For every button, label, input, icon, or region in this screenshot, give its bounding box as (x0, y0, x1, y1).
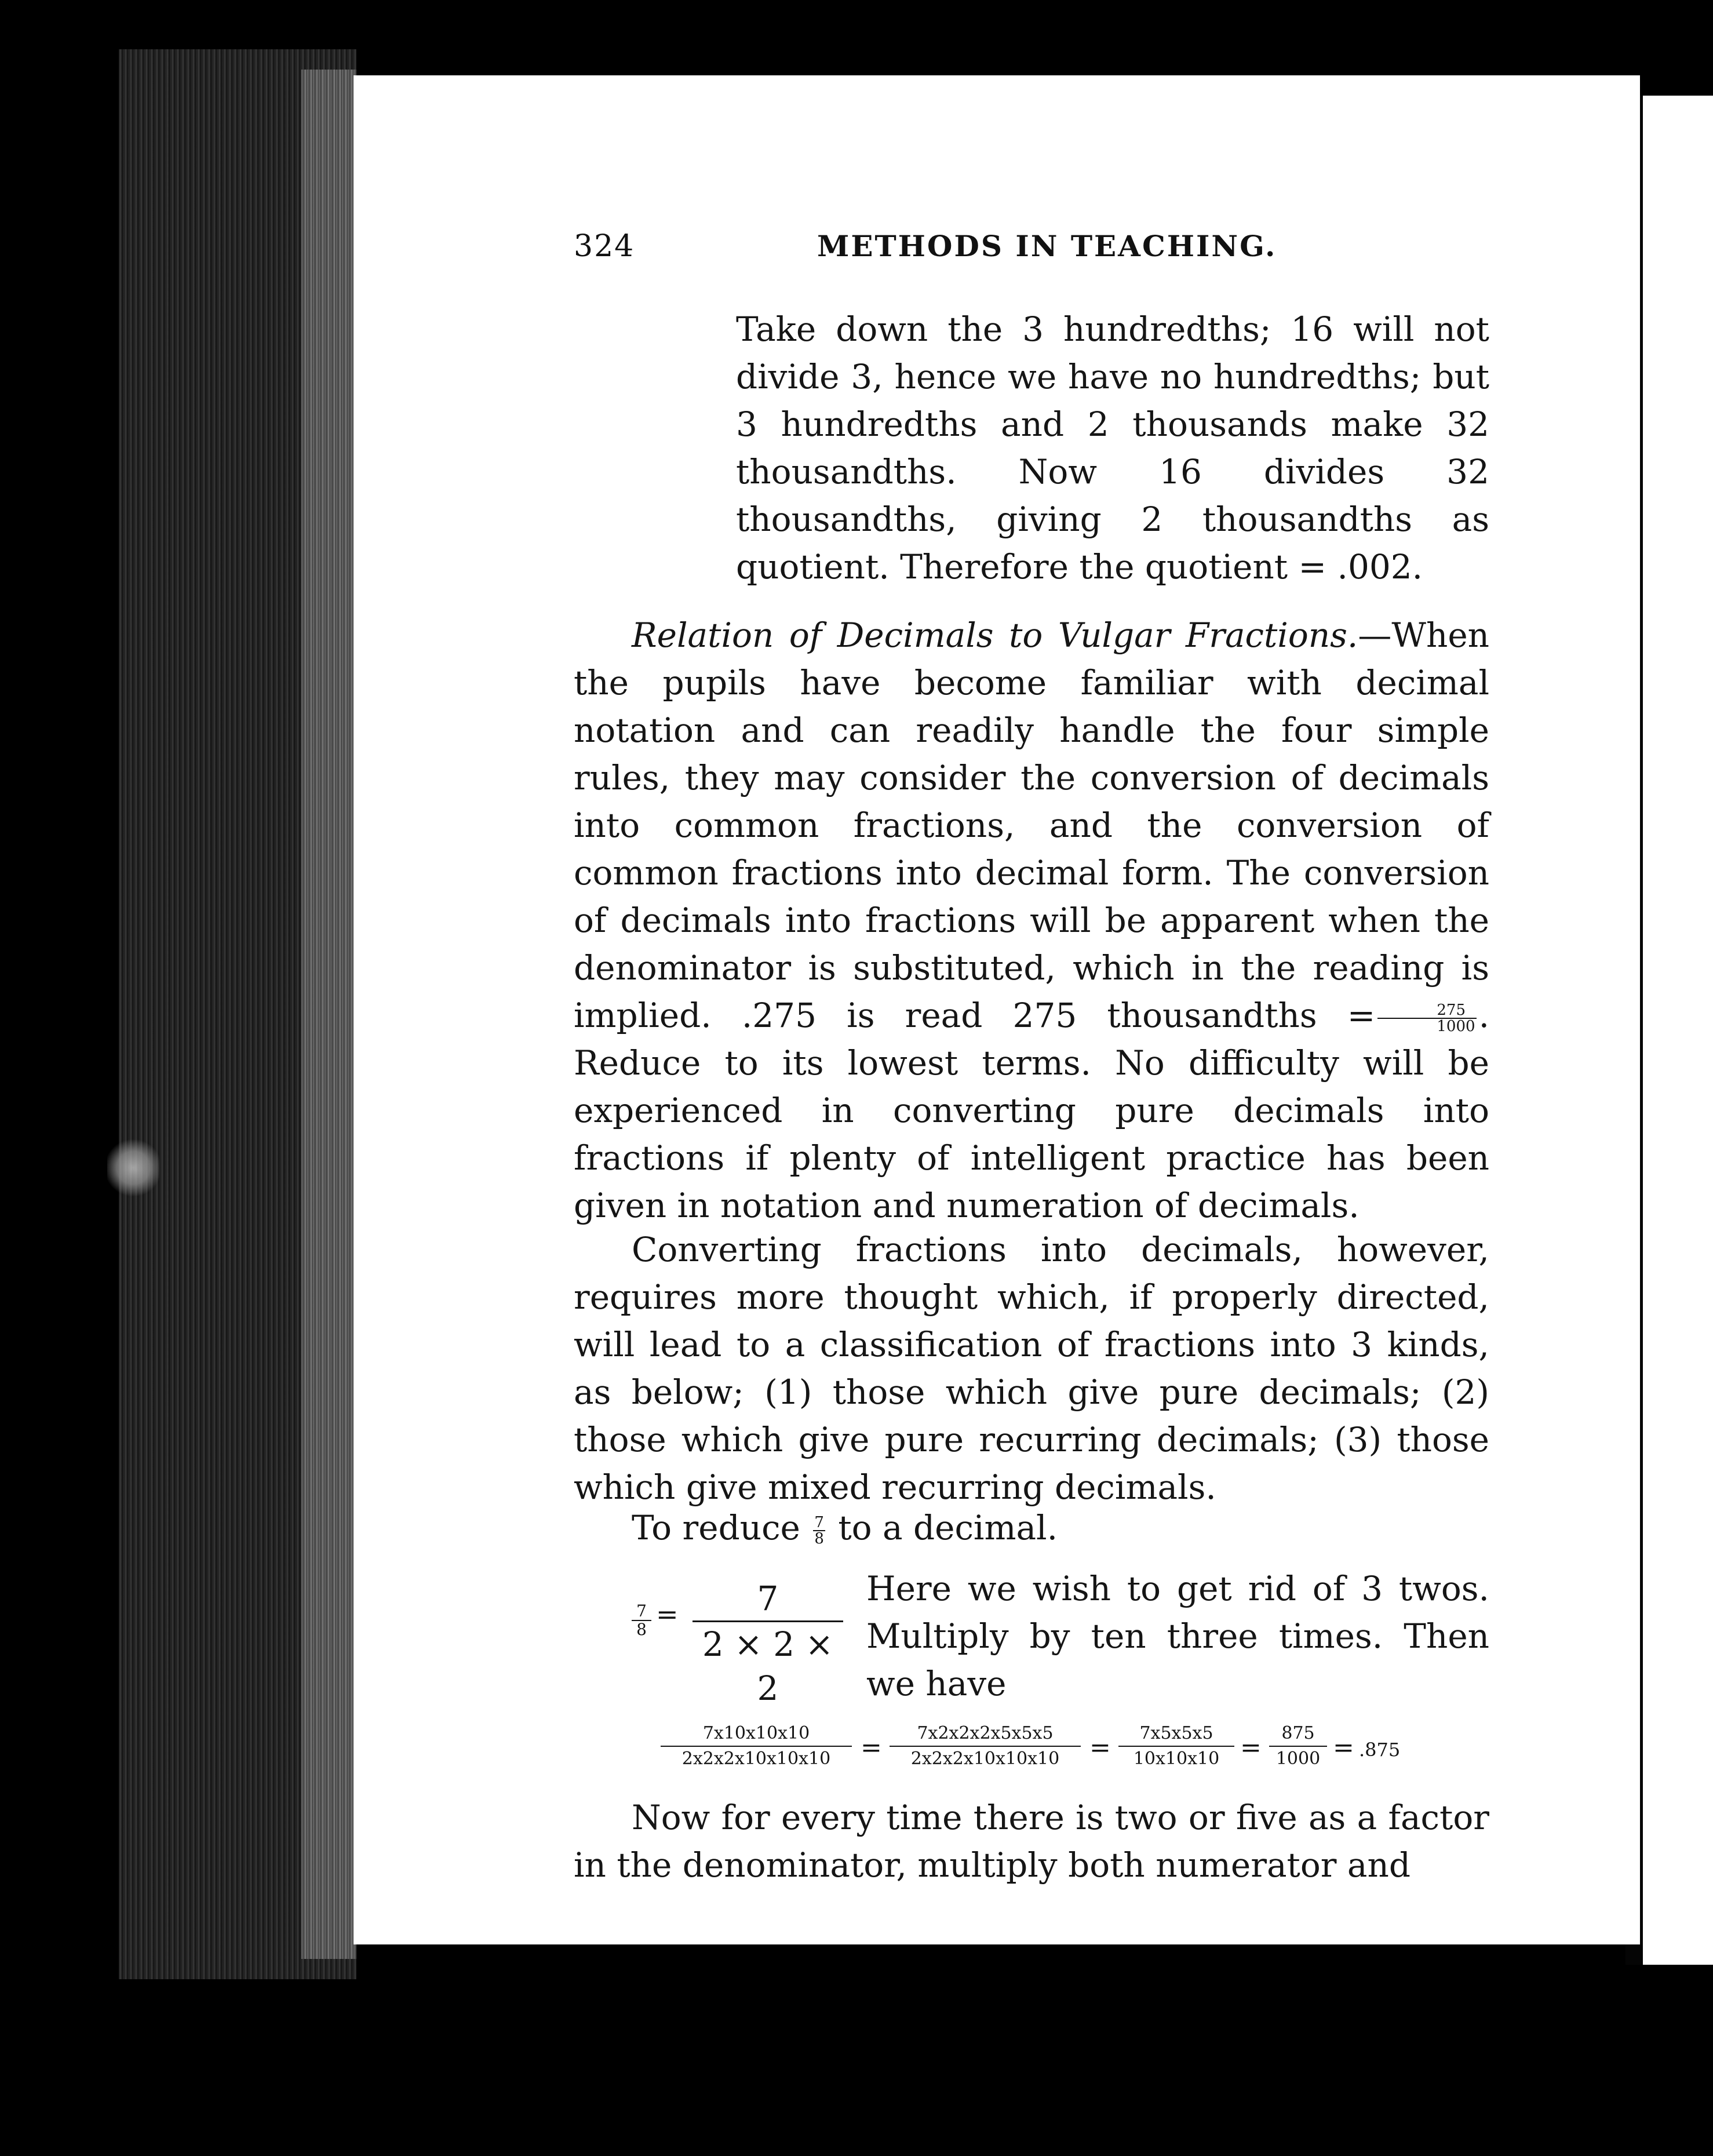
equals-sign: = (1240, 1733, 1262, 1762)
scan-blemish (107, 1136, 159, 1200)
fraction-1 (661, 1721, 852, 1771)
fraction-denominator: 2x2x2x10x10x10 (910, 1749, 1060, 1769)
equation-explanation: Here we wish to get rid of 3 twos. Multiply by ten three times. Then we have (866, 1569, 1489, 1703)
equals-sign: = (861, 1733, 882, 1762)
equation-left (632, 1576, 852, 1708)
fraction-denominator: 8 (636, 1620, 647, 1639)
fraction-numerator: 7x2x2x2x5x5x5 (890, 1721, 1081, 1747)
paragraph-text-continued: . Reduce to its lowest terms. No difficulty will be experienced in converting pure decimals into fractions if plenty of intelligent practice has been given in notation and numeration of decimals. (574, 996, 1489, 1225)
inline-fraction (813, 1515, 825, 1546)
inline-fraction (1377, 1003, 1476, 1034)
equation-result: .875 (1359, 1739, 1401, 1761)
paragraph-relation-of-decimals (574, 611, 1489, 1229)
fraction-3 (1118, 1721, 1234, 1771)
equation-block (632, 1565, 1489, 1716)
fraction-numerator: 875 (1269, 1721, 1327, 1747)
running-head: METHODS IN TEACHING. (817, 229, 1277, 263)
fraction-denominator: 10x10x10 (1133, 1749, 1220, 1769)
paragraph-now-for-every-time: Now for every time there is two or five as a factor in the denominator, multiply both numerator and (574, 1798, 1489, 1885)
equals-sign: = (656, 1598, 679, 1630)
to-reduce-text: To reduce (632, 1508, 800, 1547)
fraction-4 (1269, 1721, 1327, 1771)
fraction-denominator: 2x2x2x10x10x10 (681, 1749, 831, 1769)
facing-page (1643, 96, 1713, 1965)
fraction-denominator: 2 × 2 × 2 (702, 1625, 834, 1708)
large-fraction (693, 1576, 843, 1710)
section-heading: Relation of Decimals to Vulgar Fractions. (632, 616, 1358, 655)
equals-sign: = (1333, 1733, 1354, 1762)
page-header (574, 229, 1489, 275)
fraction-numerator: 7x5x5x5 (1118, 1721, 1234, 1747)
paragraph-converting-fractions: Converting fractions into decimals, however, requires more thought which, if properly directed, will lead to a classification of fractions into 3 kinds, as below; (1) those which give pure decimals; (2) those which give pure recurring decimals; (3) those which give mixed recurring decimals. (574, 1230, 1489, 1507)
fraction-denominator: 1000 (1275, 1749, 1321, 1769)
paragraph-text: —When the pupils have become familiar with decimal notation and can readily handle the four simple rules, they may consider the conversion of decimals into common fractions, and the conversion of common fractions into decimal form. The conversion of decimals into fractions will be apparent when the denominator is substituted, which in the reading is implied. .275 is read 275 thousandths = (574, 616, 1489, 1035)
fraction-numerator: 7 (632, 1603, 651, 1621)
long-equation (661, 1721, 1495, 1791)
small-fraction (632, 1603, 651, 1638)
fraction-numerator: 7x10x10x10 (661, 1721, 852, 1747)
fraction-denominator: 1000 (1437, 1017, 1475, 1035)
to-reduce-line (632, 1504, 1489, 1552)
to-reduce-text-continued: to a decimal. (838, 1508, 1058, 1547)
fraction-numerator: 7 (693, 1576, 843, 1622)
fraction-numerator: 275 (1377, 1003, 1476, 1019)
fraction-2 (890, 1721, 1081, 1771)
book-page-edges-highlight (301, 70, 356, 1959)
page-number: 324 (574, 229, 635, 264)
fraction-numerator: 7 (814, 1513, 824, 1531)
indented-example-text: Take down the 3 hundredths; 16 will not divide 3, hence we have no hundredths; but 3 hundredths and 2 thousands make 32 thousandths. Now 16 divides 32 thousandths, giving 2 thousandths as quotient. Therefore the quotient = .002. (736, 309, 1489, 587)
equals-sign: = (1089, 1733, 1111, 1762)
fraction-denominator: 8 (814, 1529, 824, 1547)
